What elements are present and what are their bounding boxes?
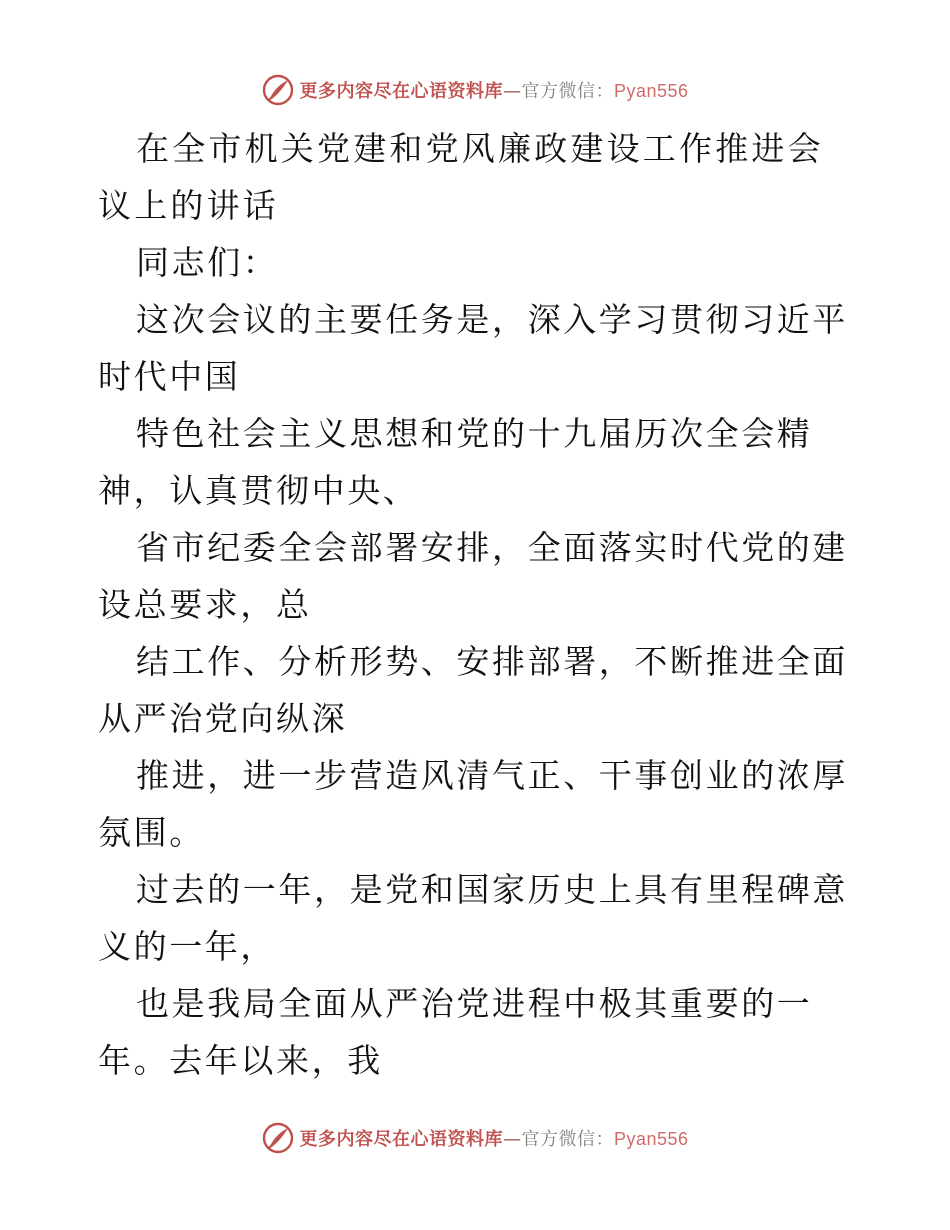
wechat-id: Pyan556 bbox=[613, 81, 689, 101]
paragraph: 过去的一年，是党和国家历史上具有里程碑意义的一年， bbox=[98, 870, 848, 966]
paragraph: 同志们： bbox=[136, 243, 279, 282]
paragraph: 推进，进一步营造风清气正、干事创业的浓厚氛围。 bbox=[98, 756, 848, 852]
wechat-label: 官方微信： bbox=[521, 81, 614, 102]
quill-pen-seal-icon bbox=[261, 1121, 295, 1155]
paragraph: 结工作、分析形势、安排部署，不断推进全面从严治党向纵深 bbox=[98, 642, 848, 738]
paragraph: 省市纪委全会部署安排，全面落实时代党的建设总要求，总 bbox=[98, 528, 848, 624]
banner-dash: — bbox=[502, 1129, 522, 1150]
wechat-id: Pyan556 bbox=[613, 1129, 689, 1149]
footer-watermark-banner bbox=[0, 1118, 950, 1158]
header-watermark-banner bbox=[0, 70, 950, 110]
brand-text: 更多内容尽在心语资料库 bbox=[299, 81, 503, 102]
paragraph: 这次会议的主要任务是，深入学习贯彻习近平时代中国 bbox=[98, 300, 848, 396]
document-body bbox=[98, 120, 858, 1089]
quill-pen-seal-icon bbox=[261, 73, 295, 107]
brand-text: 更多内容尽在心语资料库 bbox=[299, 1129, 503, 1150]
paragraph: 也是我局全面从严治党进程中极其重要的一年。去年以来，我 bbox=[98, 984, 813, 1080]
wechat-label: 官方微信： bbox=[521, 1129, 614, 1150]
banner-dash: — bbox=[502, 81, 522, 102]
document-title: 在全市机关党建和党风廉政建设工作推进会议上的讲话 bbox=[98, 129, 824, 225]
paragraph: 特色社会主义思想和党的十九届历次全会精神，认真贯彻中央、 bbox=[98, 414, 813, 510]
